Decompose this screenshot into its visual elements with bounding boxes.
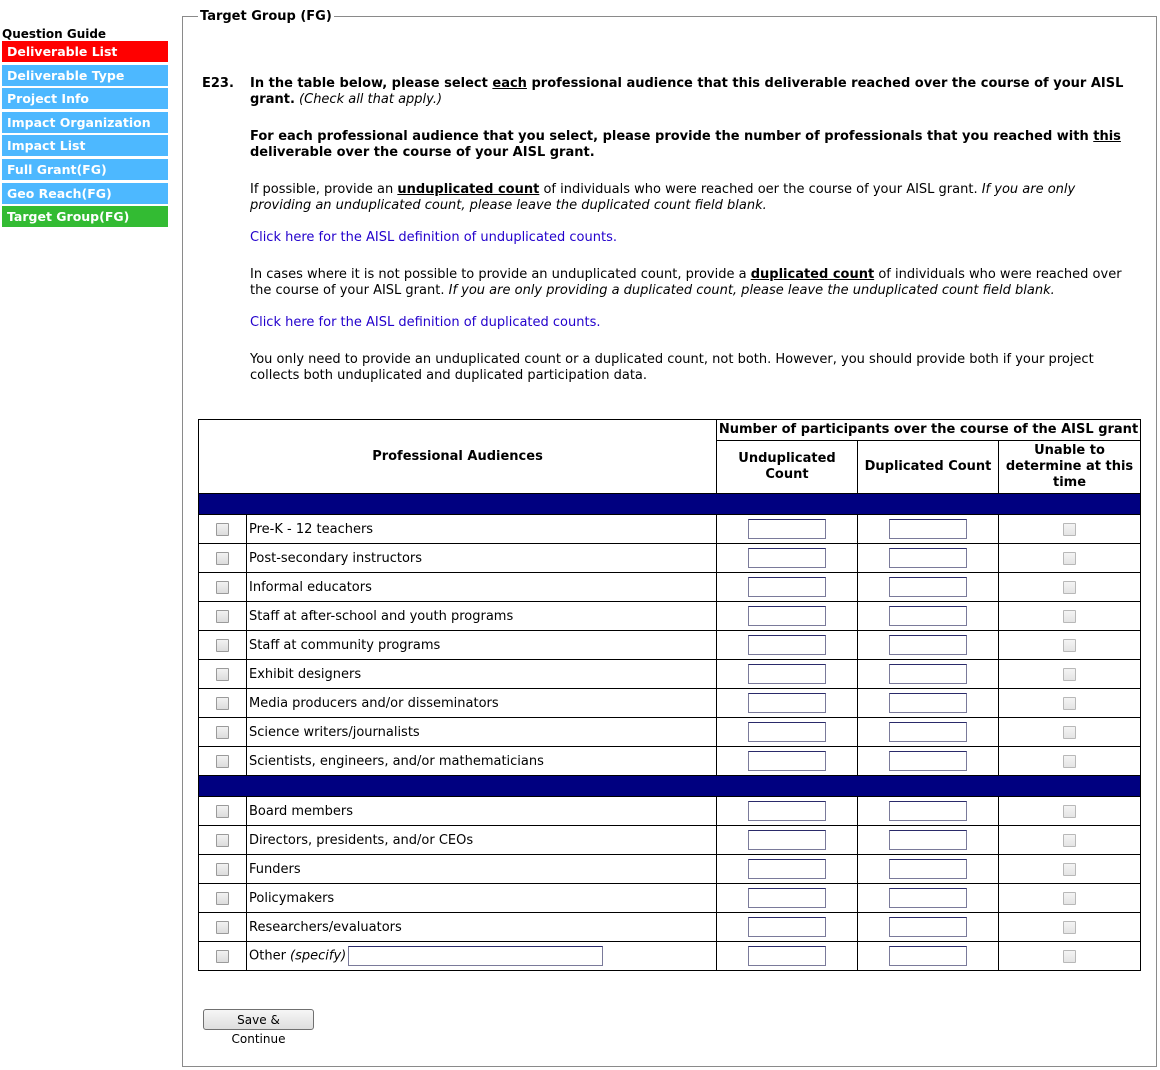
duplicated-cell xyxy=(858,826,999,855)
instruction-text: In the table below, please select xyxy=(250,76,493,91)
unable-to-determine-checkbox[interactable] xyxy=(1063,892,1076,905)
table-row xyxy=(199,544,1141,573)
select-cell xyxy=(199,913,247,942)
duplicated-count-input[interactable] xyxy=(889,946,967,966)
unduplicated-cell xyxy=(717,602,858,631)
other-specify-input[interactable] xyxy=(348,946,603,966)
select-cell xyxy=(199,660,247,689)
instruction-text: deliverable over the course of your AISL grant. xyxy=(250,145,595,160)
select-cell xyxy=(199,573,247,602)
audience-label: Scientists, engineers, and/or mathematicians xyxy=(249,753,544,769)
audience-checkbox[interactable] xyxy=(216,950,229,963)
participants-group-header: Number of participants over the course of the AISL grant xyxy=(717,420,1141,441)
other-specify-note: (specify) xyxy=(290,948,347,964)
audience-checkbox[interactable] xyxy=(216,610,229,623)
sidebar-item-geo-reach-fg[interactable]: Geo Reach(FG) xyxy=(2,183,168,204)
audience-label: Researchers/evaluators xyxy=(249,919,402,935)
select-cell xyxy=(199,689,247,718)
audience-label-cell xyxy=(247,747,717,776)
table-row xyxy=(199,797,1141,826)
duplicated-instruction xyxy=(250,267,1130,299)
unduplicated-cell xyxy=(717,913,858,942)
select-cell xyxy=(199,747,247,776)
sidebar-nav xyxy=(2,41,168,227)
unable-to-determine-checkbox[interactable] xyxy=(1063,755,1076,768)
audience-label-cell xyxy=(247,855,717,884)
section-band-cell xyxy=(199,494,1141,515)
unable-to-determine-checkbox[interactable] xyxy=(1063,523,1076,536)
unduplicated-count-input[interactable] xyxy=(748,519,826,539)
question-guide-title: Question Guide xyxy=(2,27,107,41)
unduplicated-cell xyxy=(717,855,858,884)
duplicated-count-input[interactable] xyxy=(889,635,967,655)
audience-checkbox[interactable] xyxy=(216,581,229,594)
unduplicated-count-input[interactable] xyxy=(748,577,826,597)
sidebar-item-deliverable-type[interactable]: Deliverable Type xyxy=(2,65,168,86)
count-note: You only need to provide an unduplicated count or a duplicated count, not both. However, you should provide both if your project collects both unduplicated and duplicated participation data. xyxy=(250,352,1094,383)
audience-label: Policymakers xyxy=(249,890,335,906)
table-row xyxy=(199,515,1141,544)
select-cell xyxy=(199,718,247,747)
select-cell xyxy=(199,855,247,884)
duplicated-count-input[interactable] xyxy=(889,751,967,771)
instruction-text: If possible, provide an xyxy=(250,182,398,197)
unduplicated-count-input[interactable] xyxy=(748,859,826,879)
select-cell xyxy=(199,797,247,826)
unduplicated-count-input[interactable] xyxy=(748,946,826,966)
duplicated-count-input[interactable] xyxy=(889,577,967,597)
duplicated-cell xyxy=(858,747,999,776)
unduplicated-definition-link-row xyxy=(250,230,1130,246)
unduplicated-count-input[interactable] xyxy=(748,664,826,684)
select-cell xyxy=(199,515,247,544)
audiences-table-body xyxy=(199,494,1141,971)
audience-label: Board members xyxy=(249,803,354,819)
unduplicated-count-input[interactable] xyxy=(748,830,826,850)
audience-label-cell xyxy=(247,515,717,544)
audience-checkbox[interactable] xyxy=(216,755,229,768)
audience-checkbox[interactable] xyxy=(216,523,229,536)
audience-checkbox[interactable] xyxy=(216,834,229,847)
select-cell xyxy=(199,942,247,971)
sidebar-item-full-grant-fg[interactable]: Full Grant(FG) xyxy=(2,159,168,180)
audience-label-cell xyxy=(247,884,717,913)
duplicated-cell xyxy=(858,544,999,573)
duplicated-count-input[interactable] xyxy=(889,664,967,684)
instruction-text: of individuals who were reached oer the course of your AISL grant. xyxy=(539,182,982,197)
duplicated-definition-link-row xyxy=(250,315,1130,331)
table-row xyxy=(199,689,1141,718)
unduplicated-count-input[interactable] xyxy=(748,888,826,908)
unable-to-determine-checkbox[interactable] xyxy=(1063,863,1076,876)
audience-checkbox[interactable] xyxy=(216,726,229,739)
question-number: E23. xyxy=(202,76,234,91)
unduplicated-cell xyxy=(717,689,858,718)
unduplicated-cell xyxy=(717,884,858,913)
unduplicated-cell xyxy=(717,544,858,573)
fieldset-legend: Target Group (FG) xyxy=(200,9,332,24)
duplicated-count-input[interactable] xyxy=(889,519,967,539)
unable-cell xyxy=(999,573,1141,602)
unable-to-determine-checkbox[interactable] xyxy=(1063,921,1076,934)
unable-cell xyxy=(999,797,1141,826)
audience-label-cell xyxy=(247,602,717,631)
audience-checkbox[interactable] xyxy=(216,805,229,818)
instruction-note: If you are only providing an unduplicated count, please leave the duplicated count field blank. xyxy=(250,182,1076,213)
audience-checkbox[interactable] xyxy=(216,921,229,934)
duplicated-cell xyxy=(858,573,999,602)
instruction-text: professional audience that this deliverable reached over the course of your AISL grant. xyxy=(250,76,1124,107)
question-instruction-1 xyxy=(250,76,1130,108)
audience-label-cell xyxy=(247,797,717,826)
audience-label-cell xyxy=(247,913,717,942)
unduplicated-cell xyxy=(717,660,858,689)
sidebar-item-deliverable-list[interactable]: Deliverable List xyxy=(2,41,168,62)
save-continue-button[interactable]: Save & Continue xyxy=(203,1009,314,1030)
duplicated-cell xyxy=(858,631,999,660)
table-row xyxy=(199,826,1141,855)
table-row xyxy=(199,718,1141,747)
unable-cell xyxy=(999,913,1141,942)
table-row xyxy=(199,884,1141,913)
table-row xyxy=(199,660,1141,689)
unable-cell xyxy=(999,826,1141,855)
audience-label: Funders xyxy=(249,861,301,877)
instruction-text: For each professional audience that you select, please provide the number of professionals that you reached with xyxy=(250,129,1094,144)
unable-to-determine-checkbox[interactable] xyxy=(1063,834,1076,847)
unduplicated-cell xyxy=(717,747,858,776)
duplicated-count-term: duplicated count xyxy=(750,267,875,282)
duplicated-cell xyxy=(858,855,999,884)
duplicated-cell xyxy=(858,718,999,747)
instruction-text: of individuals who were reached over the course of your AISL grant. xyxy=(250,267,1122,298)
unable-cell xyxy=(999,689,1141,718)
unable-cell xyxy=(999,747,1141,776)
section-band xyxy=(199,776,1141,797)
unable-cell xyxy=(999,515,1141,544)
unduplicated-cell xyxy=(717,515,858,544)
unduplicated-cell xyxy=(717,718,858,747)
instruction-emphasis: each xyxy=(492,76,527,91)
instruction-text: In cases where it is not possible to provide an unduplicated count, provide a xyxy=(250,267,751,282)
select-cell xyxy=(199,631,247,660)
table-row xyxy=(199,913,1141,942)
instruction-note: (Check all that apply.) xyxy=(294,92,443,107)
unduplicated-cell xyxy=(717,942,858,971)
duplicated-count-input[interactable] xyxy=(889,859,967,879)
unable-cell xyxy=(999,660,1141,689)
unduplicated-count-input[interactable] xyxy=(748,751,826,771)
unduplicated-count-input[interactable] xyxy=(748,917,826,937)
audiences-column-header: Professional Audiences xyxy=(199,420,717,494)
unable-to-determine-checkbox[interactable] xyxy=(1063,610,1076,623)
duplicated-cell xyxy=(858,913,999,942)
table-row xyxy=(199,631,1141,660)
audience-label-cell xyxy=(247,718,717,747)
unable-cell xyxy=(999,602,1141,631)
audience-label-cell xyxy=(247,660,717,689)
sidebar-item-project-info[interactable]: Project Info xyxy=(2,88,168,109)
audience-label-cell xyxy=(247,544,717,573)
duplicated-cell xyxy=(858,884,999,913)
duplicated-count-input[interactable] xyxy=(889,548,967,568)
sidebar-item-target-group-fg[interactable]: Target Group(FG) xyxy=(2,206,168,227)
audience-label-cell xyxy=(247,573,717,602)
unable-to-determine-checkbox[interactable] xyxy=(1063,552,1076,565)
audience-checkbox[interactable] xyxy=(216,552,229,565)
unduplicated-count-input[interactable] xyxy=(748,635,826,655)
other-label: Other xyxy=(249,948,291,964)
sidebar-item-impact-organization[interactable]: Impact Organization xyxy=(2,112,168,133)
unable-column-header: Unable to determine at this time xyxy=(999,441,1141,494)
audience-checkbox[interactable] xyxy=(216,668,229,681)
duplicated-cell xyxy=(858,942,999,971)
unduplicated-cell xyxy=(717,826,858,855)
duplicated-count-input[interactable] xyxy=(889,888,967,908)
audience-checkbox[interactable] xyxy=(216,863,229,876)
select-cell xyxy=(199,602,247,631)
duplicated-cell xyxy=(858,602,999,631)
unduplicated-count-input[interactable] xyxy=(748,722,826,742)
audience-label: Staff at after-school and youth programs xyxy=(249,608,514,624)
question-guide-sidebar xyxy=(2,27,168,230)
unduplicated-count-term: unduplicated count xyxy=(397,182,540,197)
unable-to-determine-checkbox[interactable] xyxy=(1063,950,1076,963)
unduplicated-count-input[interactable] xyxy=(748,693,826,713)
question-instruction-2 xyxy=(250,129,1130,161)
audience-label: Media producers and/or disseminators xyxy=(249,695,499,711)
unduplicated-cell xyxy=(717,631,858,660)
duplicated-cell xyxy=(858,689,999,718)
audience-label: Staff at community programs xyxy=(249,637,441,653)
select-cell xyxy=(199,544,247,573)
unable-to-determine-checkbox[interactable] xyxy=(1063,697,1076,710)
audience-label-cell xyxy=(247,826,717,855)
audience-label: Pre-K - 12 teachers xyxy=(249,521,374,537)
unable-cell xyxy=(999,884,1141,913)
section-band xyxy=(199,494,1141,515)
table-row xyxy=(199,747,1141,776)
audience-label-cell xyxy=(247,942,717,971)
audience-label: Directors, presidents, and/or CEOs xyxy=(249,832,474,848)
audience-label: Post-secondary instructors xyxy=(249,550,423,566)
instruction-note: If you are only providing a duplicated count, please leave the unduplicated count field blank. xyxy=(448,283,1055,298)
unduplicated-count-input[interactable] xyxy=(748,606,826,626)
unable-to-determine-checkbox[interactable] xyxy=(1063,581,1076,594)
duplicated-count-input[interactable] xyxy=(889,917,967,937)
unable-cell xyxy=(999,942,1141,971)
duplicated-cell xyxy=(858,515,999,544)
unable-to-determine-checkbox[interactable] xyxy=(1063,805,1076,818)
table-row xyxy=(199,942,1141,971)
section-band-cell xyxy=(199,776,1141,797)
unable-to-determine-checkbox[interactable] xyxy=(1063,668,1076,681)
unduplicated-count-input[interactable] xyxy=(748,548,826,568)
table-row xyxy=(199,855,1141,884)
duplicated-count-input[interactable] xyxy=(889,606,967,626)
unable-cell xyxy=(999,544,1141,573)
unable-to-determine-checkbox[interactable] xyxy=(1063,639,1076,652)
duplicated-count-input[interactable] xyxy=(889,693,967,713)
unduplicated-cell xyxy=(717,573,858,602)
audience-label: Exhibit designers xyxy=(249,666,362,682)
unduplicated-count-input[interactable] xyxy=(748,801,826,821)
audience-label-cell xyxy=(247,631,717,660)
select-cell xyxy=(199,884,247,913)
duplicated-count-input[interactable] xyxy=(889,801,967,821)
unable-to-determine-checkbox[interactable] xyxy=(1063,726,1076,739)
unduplicated-cell xyxy=(717,797,858,826)
select-cell xyxy=(199,826,247,855)
audience-checkbox[interactable] xyxy=(216,892,229,905)
unduplicated-definition-link[interactable]: Click here for the AISL definition of unduplicated counts. xyxy=(250,230,617,245)
duplicated-count-input[interactable] xyxy=(889,830,967,850)
unable-cell xyxy=(999,631,1141,660)
professional-audiences-table xyxy=(198,419,1141,971)
table-row xyxy=(199,602,1141,631)
audience-label: Science writers/journalists xyxy=(249,724,420,740)
unduplicated-column-header: Unduplicated Count xyxy=(717,441,858,494)
unduplicated-instruction xyxy=(250,182,1130,214)
instruction-emphasis: this xyxy=(1093,129,1121,144)
duplicated-count-input[interactable] xyxy=(889,722,967,742)
table-row xyxy=(199,573,1141,602)
audience-label-cell xyxy=(247,689,717,718)
unable-cell xyxy=(999,718,1141,747)
unable-cell xyxy=(999,855,1141,884)
sidebar-item-impact-list[interactable]: Impact List xyxy=(2,135,168,156)
duplicated-cell xyxy=(858,797,999,826)
audience-label: Informal educators xyxy=(249,579,372,595)
duplicated-column-header: Duplicated Count xyxy=(858,441,999,494)
duplicated-definition-link[interactable]: Click here for the AISL definition of duplicated counts. xyxy=(250,315,601,330)
duplicated-cell xyxy=(858,660,999,689)
audience-checkbox[interactable] xyxy=(216,697,229,710)
audience-checkbox[interactable] xyxy=(216,639,229,652)
